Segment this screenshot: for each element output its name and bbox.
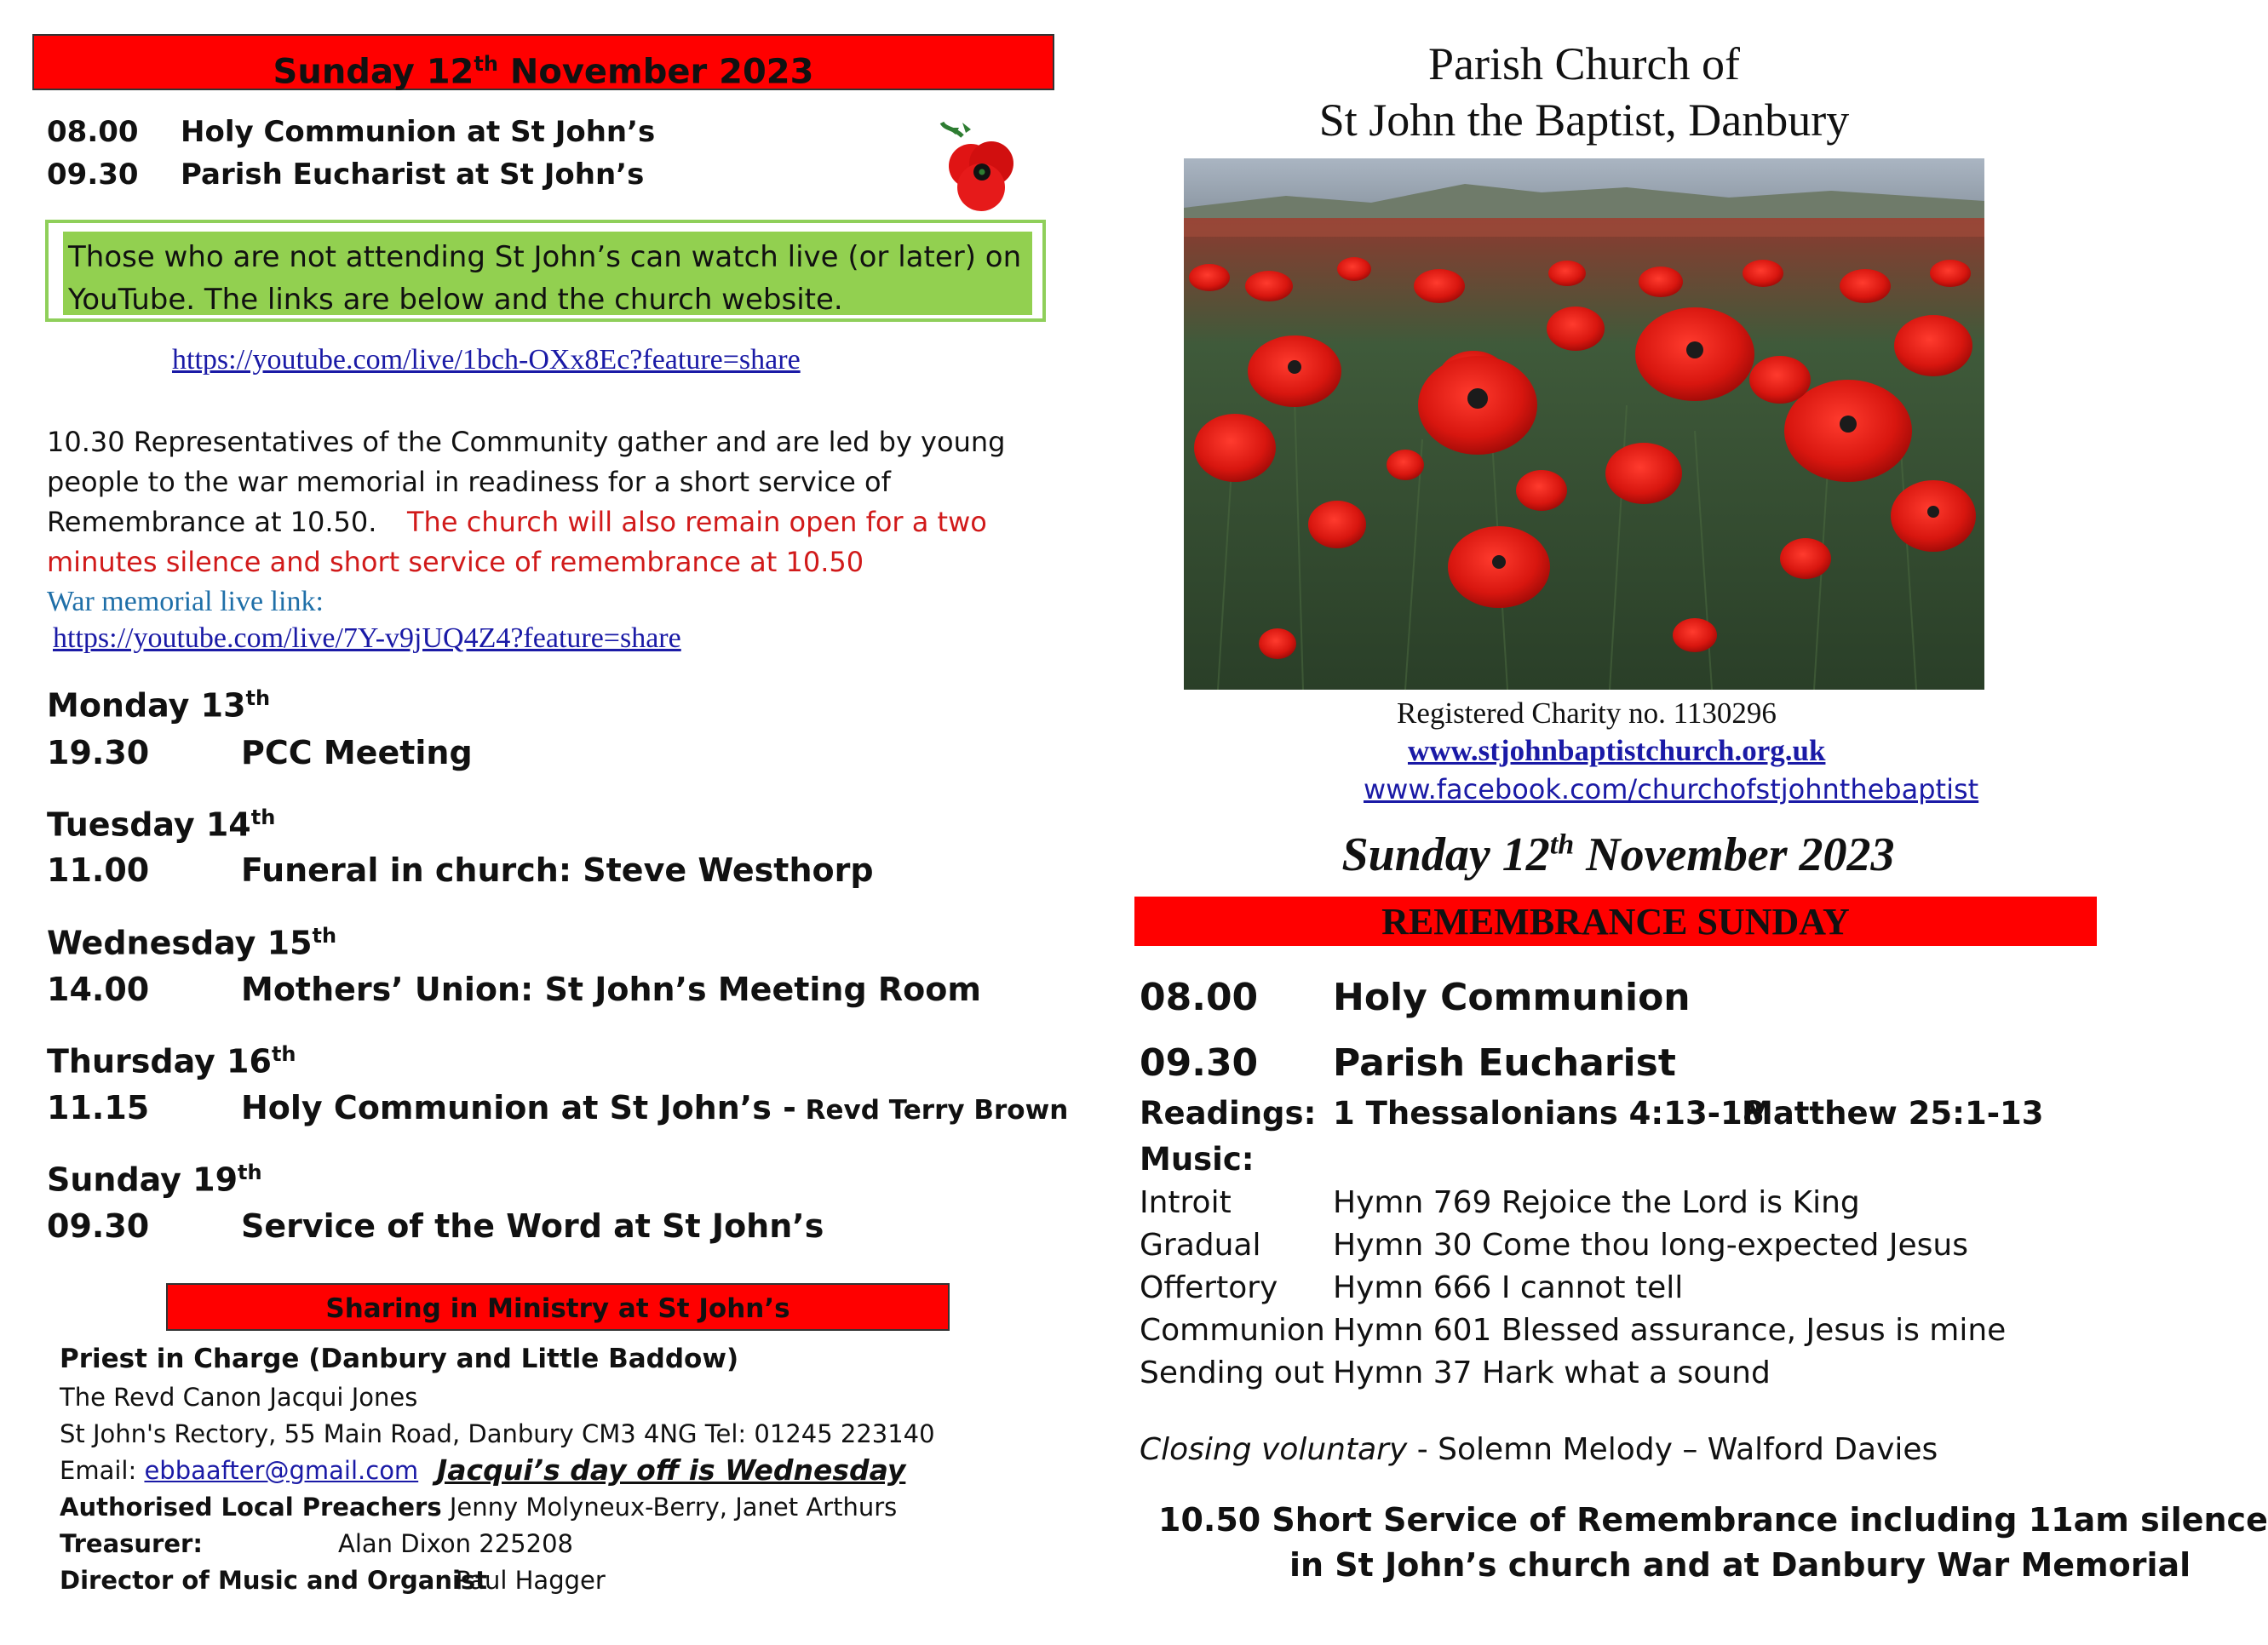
youtube-note-line: YouTube. The links are below and the church website. (68, 283, 843, 317)
service-time: 08.00 (47, 115, 139, 149)
day-heading: Sunday 19th (47, 1161, 262, 1199)
event-desc: Funeral in church: Steve Westhorp (241, 851, 874, 889)
music-part: Sending out (1140, 1356, 1324, 1390)
service-date: Sunday 12th November 2023 (1341, 828, 1895, 881)
closing-voluntary: Closing voluntary - Solemn Melody – Walford Davies (1140, 1432, 1938, 1467)
event-time: 19.30 (47, 734, 150, 771)
reading: Matthew 25:1-13 (1742, 1095, 2044, 1132)
charity-number: Registered Charity no. 1130296 (1397, 696, 1777, 730)
poppy-field-photo (1184, 158, 1984, 690)
day-heading: Thursday 16th (47, 1042, 296, 1080)
facebook-link[interactable]: www.facebook.com/churchofstjohnthebaptist (1364, 773, 1979, 805)
day-off-note: Jacqui’s day off is Wednesday (437, 1453, 906, 1487)
website-link[interactable]: www.stjohnbaptistchurch.org.uk (1408, 734, 1826, 767)
remembrance-line: Remembrance at 10.50. (47, 506, 377, 538)
treasurer-label: Treasurer: (60, 1529, 203, 1558)
date-rest: November 2023 (497, 52, 814, 92)
memorial-label: War memorial live link: (47, 586, 324, 617)
church-title (1184, 36, 1984, 148)
remembrance-line: 10.30 Representatives of the Community gather and are led by young (47, 426, 1006, 458)
hymn: Hymn 769 Rejoice the Lord is King (1333, 1185, 1860, 1220)
email-link[interactable]: ebbaafter@gmail.com (144, 1456, 419, 1485)
service-desc: Parish Eucharist (1333, 1041, 1676, 1085)
remembrance-line: people to the war memorial in readiness for a short service of (47, 466, 891, 498)
remembrance-service-line: in St John’s church and at Danbury War Memorial (1289, 1546, 2191, 1584)
event-time: 11.15 (47, 1089, 150, 1126)
event-time: 14.00 (47, 971, 150, 1008)
music-part: Offertory (1140, 1270, 1278, 1305)
hymn: Hymn 666 I cannot tell (1333, 1270, 1684, 1305)
priest-name: The Revd Canon Jacqui Jones (60, 1383, 418, 1412)
service-desc: Parish Eucharist at St John’s (181, 158, 645, 192)
remembrance-banner: REMEMBRANCE SUNDAY (1134, 897, 2097, 946)
church-title-line: Parish Church of (1428, 38, 1740, 89)
music-label: Music: (1140, 1141, 1255, 1178)
event-desc: Mothers’ Union: St John’s Meeting Room (241, 971, 981, 1008)
service-desc: Holy Communion at St John’s (181, 115, 656, 149)
priest-title: Priest in Charge (Danbury and Little Baddow) (60, 1344, 739, 1374)
rectory-address: St John's Rectory, 55 Main Road, Danbury CM3 4NG Tel: 01245 223140 (60, 1419, 935, 1448)
day-heading: Tuesday 14th (47, 805, 276, 844)
email-row: Email: ebbaafter@gmail.com (60, 1456, 419, 1485)
memorial-link[interactable]: https://youtube.com/live/7Y-v9jUQ4Z4?feature=share (53, 622, 681, 654)
hymn: Hymn 601 Blessed assurance, Jesus is mine (1333, 1313, 2007, 1348)
church-open-note: minutes silence and short service of remembrance at 10.50 (47, 546, 864, 578)
event-time: 11.00 (47, 851, 150, 889)
youtube-link[interactable]: https://youtube.com/live/1bch-OXx8Ec?feature=share (172, 344, 801, 375)
event-desc: Holy Communion at St John’s - Revd Terry Brown (241, 1089, 1069, 1126)
event-desc: Service of the Word at St John’s (241, 1207, 824, 1245)
preachers-row: Authorised Local Preachers Jenny Molyneux-Berry, Janet Arthurs (60, 1493, 898, 1522)
service-time: 09.30 (47, 158, 139, 192)
service-desc: Holy Communion (1333, 976, 1691, 1019)
treasurer-name: Alan Dixon 225208 (338, 1529, 573, 1558)
ministry-banner: Sharing in Ministry at St John’s (166, 1283, 950, 1331)
day-heading: Wednesday 15th (47, 924, 337, 962)
service-time: 08.00 (1140, 976, 1259, 1019)
hymn: Hymn 30 Come thou long-expected Jesus (1333, 1228, 1968, 1263)
date-banner (32, 34, 1054, 90)
reading: 1 Thessalonians 4:13-18 (1333, 1095, 1765, 1132)
church-open-note: The church will also remain open for a two (407, 506, 987, 538)
church-title-line: St John the Baptist, Danbury (1318, 95, 1850, 146)
event-time: 09.30 (47, 1207, 150, 1245)
music-director-label: Director of Music and Organist (60, 1566, 488, 1595)
readings-label: Readings: (1140, 1095, 1317, 1132)
remembrance-service-line: 10.50 Short Service of Remembrance including 11am silence (1158, 1501, 2268, 1539)
music-part: Gradual (1140, 1228, 1261, 1263)
event-desc: PCC Meeting (241, 734, 473, 771)
music-director-name: Paul Hagger (456, 1566, 606, 1595)
date-day: Sunday 12 (273, 52, 474, 92)
youtube-note-line: Those who are not attending St John’s can watch live (or later) on (68, 240, 1022, 274)
service-time: 09.30 (1140, 1041, 1259, 1085)
music-part: Introit (1140, 1185, 1232, 1220)
hymn: Hymn 37 Hark what a sound (1333, 1356, 1771, 1390)
day-heading: Monday 13th (47, 686, 271, 725)
poppy-icon (937, 119, 1022, 213)
music-part: Communion (1140, 1313, 1325, 1348)
date-sup: th (474, 52, 498, 76)
